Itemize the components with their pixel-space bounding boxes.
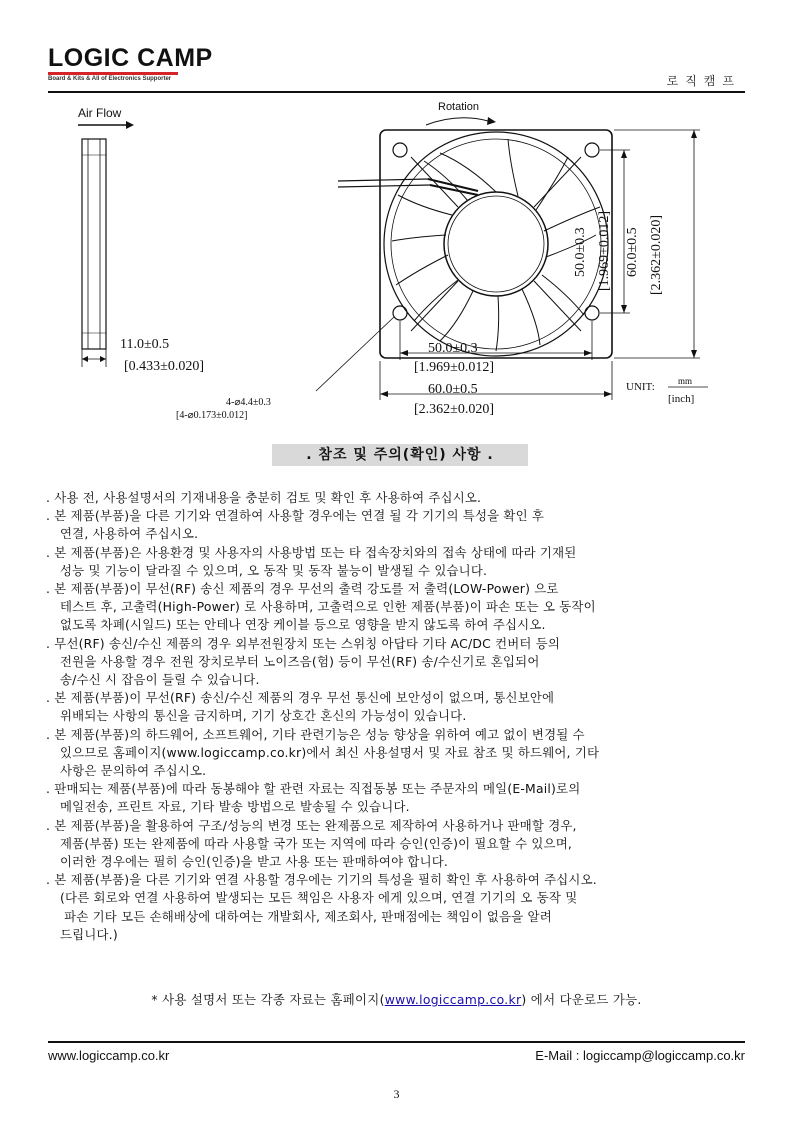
- page-number: 3: [393, 1087, 400, 1101]
- caution-notes: [46, 489, 756, 944]
- vertical-outer-mm: 60.0±0.5: [625, 227, 640, 277]
- hole-pitch-mm: 50.0±0.3: [428, 341, 478, 356]
- thickness-mm: 11.0±0.5: [120, 337, 170, 352]
- footer-email: E-Mail : logiccamp@logiccamp.co.kr: [535, 1048, 745, 1063]
- note-item: . 본 제품(부품)을 활용하여 구조/성능의 변경 또는 완제품으로 제작하여 사용하거나 판매할 경우, 제품(부품) 또는 완제품에 따라 사용할 국가 또는 지역에 따라 승인(인증)이 필요할 수 있으며, 이러한 경우에는 필히 승인(인증)을 받고 사용 또는 판매하여야 합니다.: [46, 817, 577, 870]
- download-note-suffix: ) 에서 다운로드 가능.: [521, 992, 642, 1007]
- hole-size-inch: [4-⌀0.173±0.012]: [176, 410, 248, 421]
- header-divider: [48, 91, 745, 93]
- fan-front-view: [338, 101, 612, 358]
- note-item: . 본 제품(부품)의 하드웨어, 소프트웨어, 기타 관련기능은 성능 향상을 위하여 예고 없이 변경될 수 있으므로 홈페이지(www.logiccamp.co.kr)에서 최신 사용설명서 및 자료 참조 및 하드웨어, 기타 사항은 문의하여 주십시오.: [46, 726, 600, 779]
- vertical-pitch-inch: [1.969±0.012]: [597, 210, 612, 291]
- note-item: . 무선(RF) 송신/수신 제품의 경우 외부전원장치 또는 스위칭 아답타 기타 AC/DC 컨버터 등의 전원을 사용할 경우 전원 장치로부터 노이즈음(험) 등이 무선(RF) 송/수신기로 혼입되어 송/수신 시 잡음이 들릴 수 있습니다.: [46, 635, 561, 688]
- unit-inch: [inch]: [668, 393, 695, 405]
- footer-divider: [48, 1041, 745, 1043]
- note-item: . 본 제품(부품)이 무선(RF) 송신 제품의 경우 무선의 출력 강도를 저 출력(LOW-Power) 으로 테스트 후, 고출력(High-Power) 로 사용하며, 고출력으로 인한 제품(부품)이 파손 또는 오 동작이 없도록 차폐(시일드) 또는 안테나 연장 케이블 등으로 영향을 받지 않도록 하여 주십시오.: [46, 581, 596, 633]
- unit-label: UNIT:: [626, 381, 655, 393]
- brand-korean: 로직캠프: [666, 74, 741, 88]
- fan-dimension-drawing: [48, 95, 745, 430]
- note-item: . 판매되는 제품(부품)에 따라 동봉해야 할 관련 자료는 직접동봉 또는 주문자의 메일(E-Mail)로의 메일전송, 프린트 자료, 기타 발송 방법으로 발송될 수 있습니다.: [46, 781, 581, 815]
- logo-underline: [48, 72, 178, 75]
- logo-tagline: Board & Kits & All of Electronics Supporter: [48, 76, 172, 82]
- rotation-label: Rotation: [438, 101, 479, 113]
- thickness-inch: [0.433±0.020]: [124, 359, 205, 374]
- outer-width-mm: 60.0±0.5: [428, 382, 478, 397]
- outer-width-inch: [2.362±0.020]: [414, 402, 495, 417]
- hole-size-mm: 4-⌀4.4±0.3: [226, 397, 271, 408]
- hole-pitch-inch: [1.969±0.012]: [414, 360, 495, 375]
- note-item: . 본 제품(부품)을 다른 기기와 연결 사용할 경우에는 기기의 특성을 필히 확인 후 사용하여 주십시오. (다른 회로와 연결 사용하여 발생되는 모든 책임은 사용자 에게 있으며, 연결 기기의 오 동작 및 파손 기타 모든 손해배상에 대하여는 개발회사, 제조회사, 판매점에는 책임이 없음을 알려 드립니다.): [46, 872, 597, 942]
- air-flow-label: Air Flow: [78, 106, 122, 120]
- download-note-prefix: * 사용 설명서 또는 각종 자료는 홈페이지(: [151, 992, 385, 1007]
- section-title: . 참조 및 주의(확인) 사항 .: [272, 444, 528, 466]
- note-item: . 사용 전, 사용설명서의 기재내용을 충분히 검토 및 확인 후 사용하여 주십시오.: [46, 490, 482, 505]
- unit-mm: mm: [678, 376, 693, 386]
- logo: LOGIC CAMP: [48, 44, 213, 72]
- note-item: . 본 제품(부품)을 다른 기기와 연결하여 사용할 경우에는 연결 될 각 기기의 특성을 확인 후 연결, 사용하여 주십시오.: [46, 508, 545, 542]
- vertical-pitch-mm: 50.0±0.3: [573, 227, 588, 277]
- homepage-link[interactable]: www.logiccamp.co.kr: [384, 992, 522, 1007]
- footer-url: www.logiccamp.co.kr: [48, 1048, 170, 1063]
- download-note: [0, 990, 793, 1008]
- note-item: . 본 제품(부품)은 사용환경 및 사용자의 사용방법 또는 타 접속장치와의 접속 상태에 따라 기재된 성능 및 기능이 달라질 수 있으며, 오 동작 및 동작 불능이 발생될 수 있습니다.: [46, 544, 577, 578]
- fan-side-view: [78, 106, 134, 367]
- vertical-outer-inch: [2.362±0.020]: [649, 214, 664, 295]
- note-item: . 본 제품(부품)이 무선(RF) 송신/수신 제품의 경우 무선 통신에 보안성이 없으며, 통신보안에 위배되는 사항의 통신을 금지하며, 기기 상호간 혼신의 가능성이 있습니다.: [46, 690, 555, 724]
